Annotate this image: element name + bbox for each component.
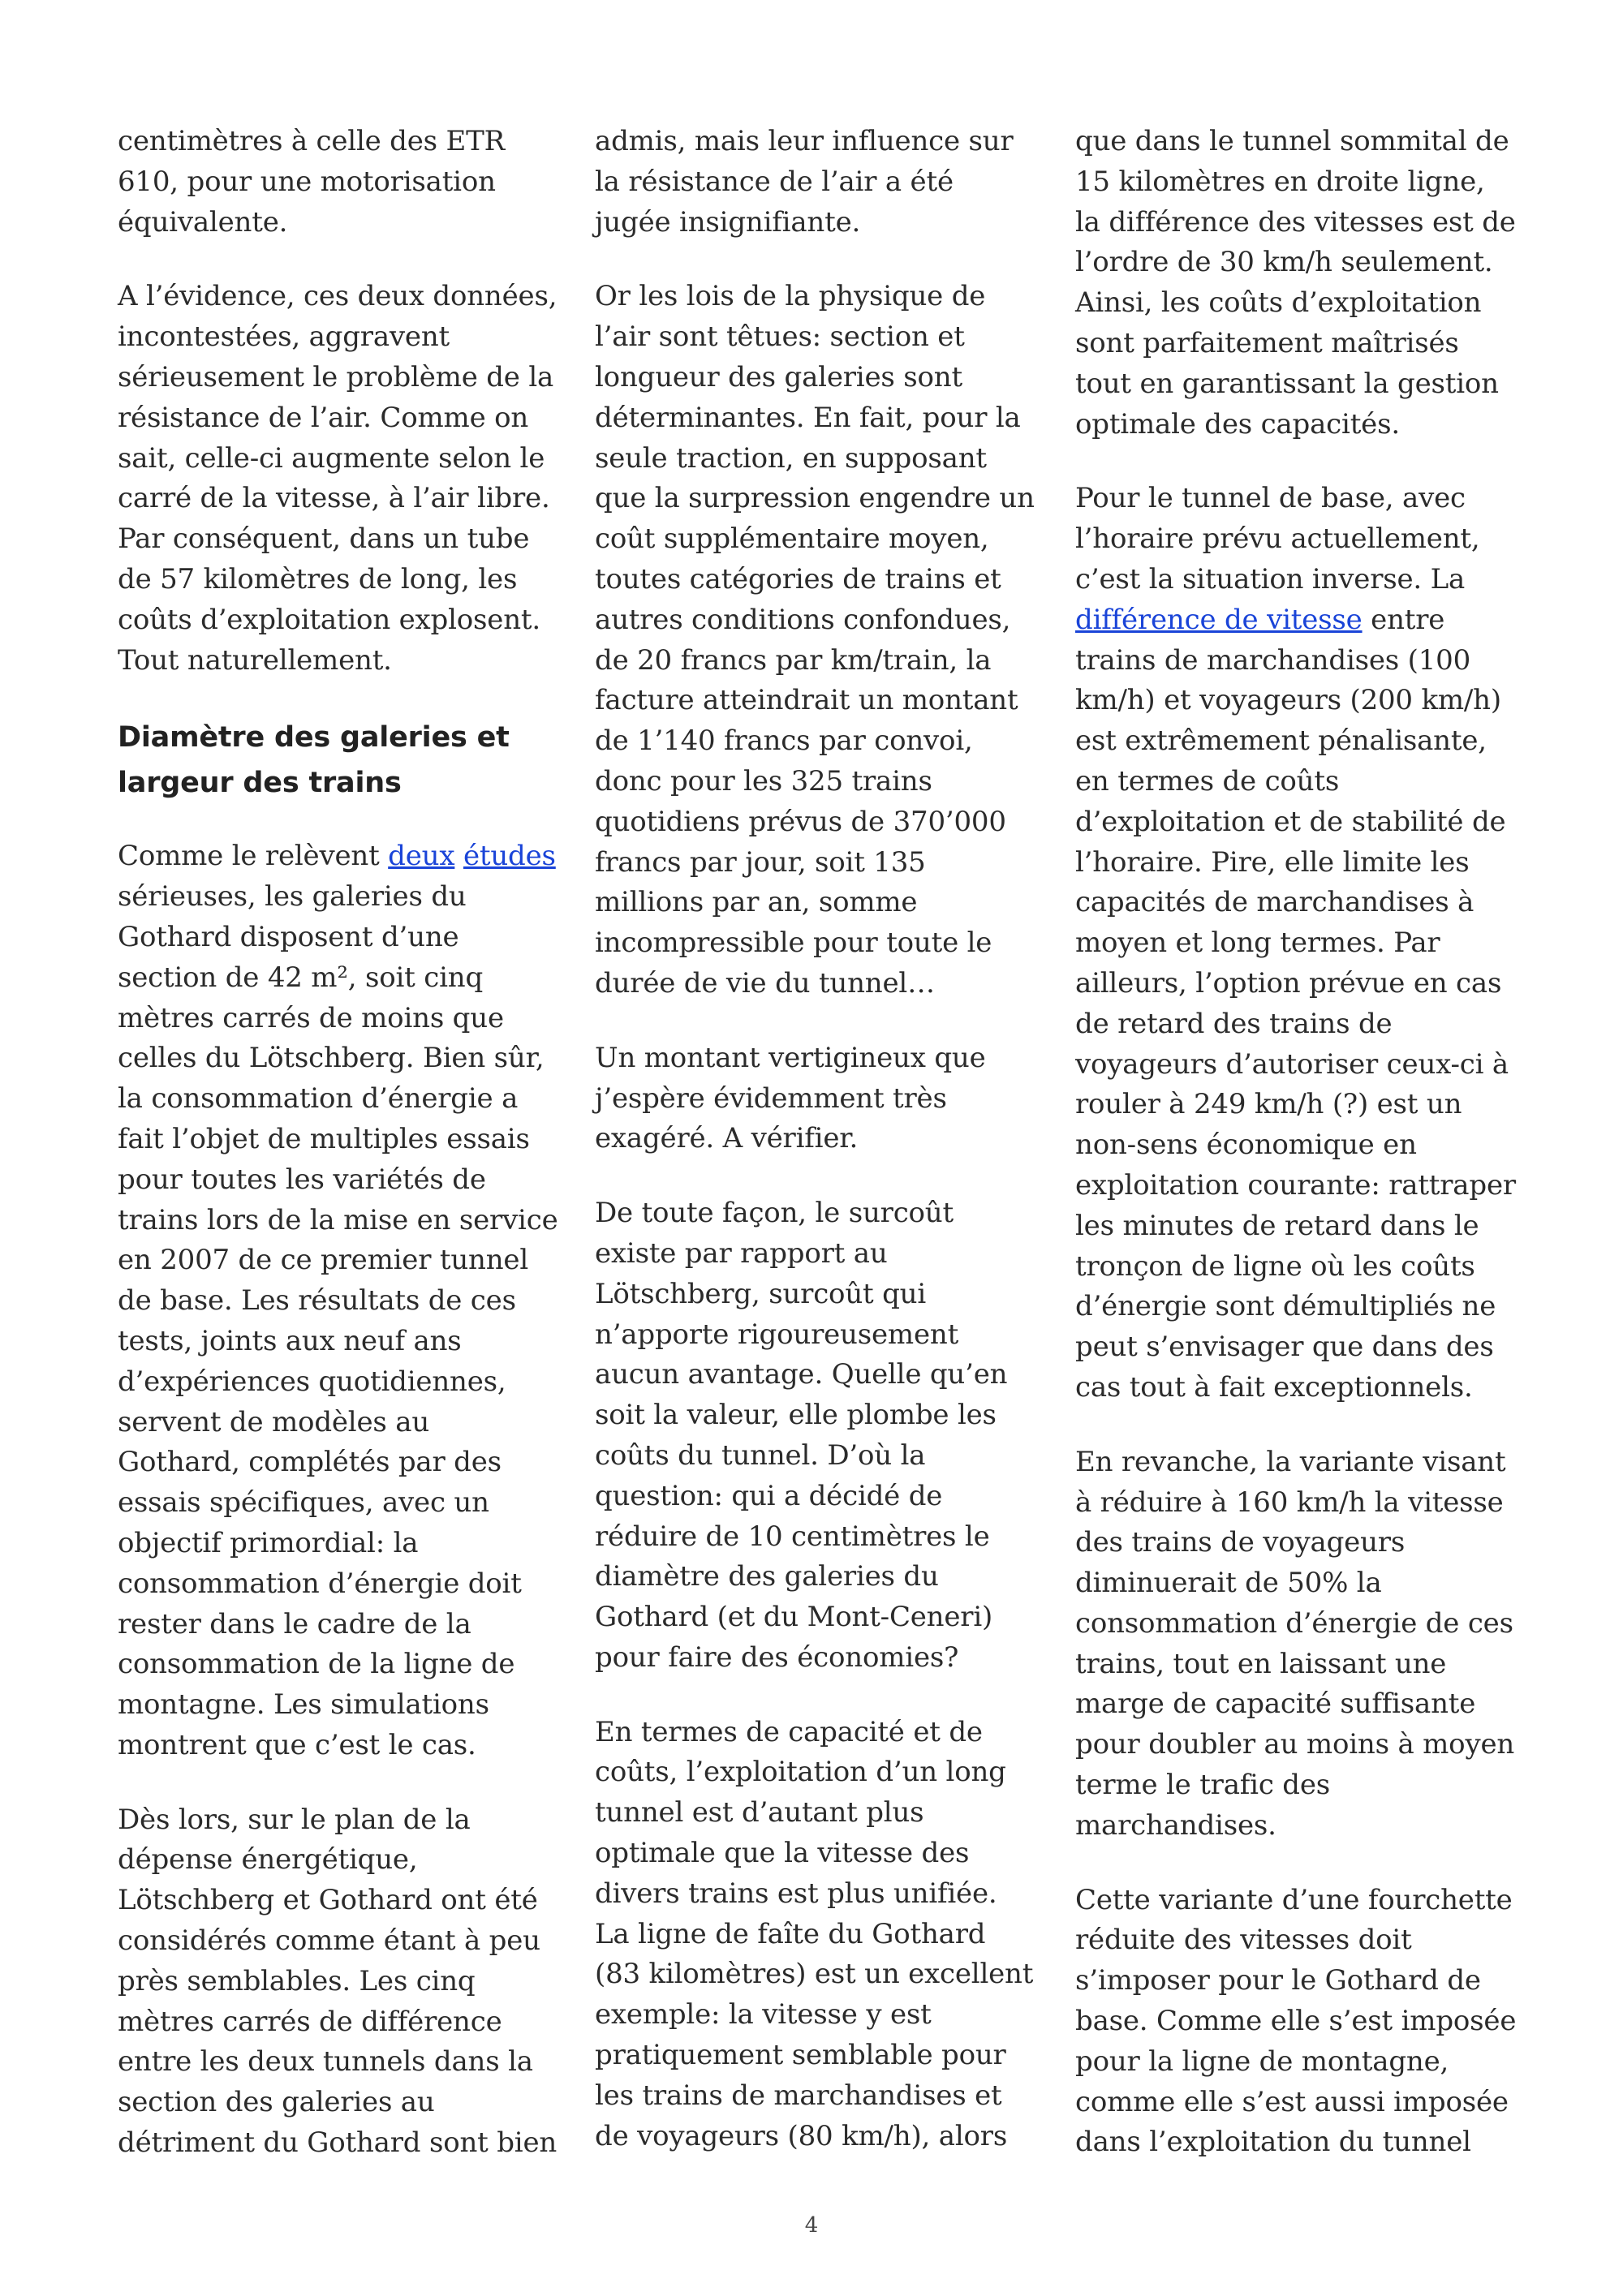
paragraph: A l’évidence, ces deux données, incontestées, aggravent sérieusement le problème de la résistance de l’air. Comme on sait, celle-ci augmente selon le carré de la vitesse, à l’air libre. Par conséquent, dans un tube de 57 kilomètres de long, les coûts d’exploitation explosent. Tout naturellement. xyxy=(118,280,558,677)
link-etudes[interactable]: études xyxy=(463,840,556,873)
paragraph: centimètres à celle des ETR 610, pour une motorisation équivalente. xyxy=(118,125,506,239)
paragraph: Un montant vertigineux que j’espère évidemment très exagéré. A vérifier. xyxy=(595,1041,986,1155)
paragraph-text: sérieuses, les galeries du Gothard disposent d’une section de 42 m², soit cinq mètres carrés de moins que celles du Lötschberg. Bien sûr, la consommation d’énergie a fait l’objet de multiples essais pour toutes les variétés de trains lors de la mise en service en 2007 de ce premier tunnel de base. Les résultats de ces tests, joints aux neuf ans d’expériences quotidiennes, servent de modèles au Gothard, complétés par des essais spécifiques, avec un objectif primordial: la consommation d’énergie doit rester dans le cadre de la consommation de la ligne de montagne. Les simulations montrent que c’est le cas. xyxy=(118,880,558,1761)
paragraph: De toute façon, le surcoût existe par rapport au Lötschberg, surcoût qui n’apporte rigoureusement aucun avantage. Quelle qu’en soit la valeur, elle plombe les coûts du tunnel. D’où la question: qui a décidé de réduire de 10 centimètres le diamètre des galeries du Gothard (et du Mont-Ceneri) pour faire des économies? xyxy=(595,1197,1008,1674)
paragraph xyxy=(118,836,560,1765)
column-1 xyxy=(118,122,560,2198)
paragraph: que dans le tunnel sommital de 15 kilomètres en droite ligne, la différence des vitesses est de l’ordre de 30 km/h seulement. Ainsi, les coûts d’exploitation sont parfaitement maîtrisés tout en garantissant la gestion optimale des capacités. xyxy=(1075,125,1516,441)
paragraph: Cette variante d’une fourchette réduite des vitesses doit s’imposer pour le Gothard de base. Comme elle s’est imposée pour la ligne de montagne, comme elle s’est aussi imposée dans l’exploitation du tunnel xyxy=(1075,1883,1517,2159)
column-2 xyxy=(595,122,1037,2191)
paragraph: En termes de capacité et de coûts, l’exploitation d’un long tunnel est d’autant plus optimale que la vitesse des divers trains est plus unifiée. La ligne de faîte du Gothard (83 kilomètres) est un excellent exemple: la vitesse y est pratiquement semblable pour les trains de marchandises et de voyageurs (80 km/h), alors xyxy=(595,1715,1034,2152)
link-deux[interactable]: deux xyxy=(388,840,455,873)
link-difference-de-vitesse[interactable]: différence de vitesse xyxy=(1075,603,1363,636)
paragraph: admis, mais leur influence sur la résistance de l’air a été jugée insignifiante. xyxy=(595,125,1014,239)
column-3 xyxy=(1075,122,1518,2197)
paragraph: Or les lois de la physique de l’air sont têtues: section et longueur des galeries sont déterminantes. En fait, pour la seule traction, en supposant que la surpression engendre un coût supplémentaire moyen, toutes catégories de trains et autres conditions confondues, de 20 francs par km/train, la facture atteindrait un montant de 1’140 francs par convoi, donc pour les 325 trains quotidiens prévus de 370’000 francs par jour, soit 135 millions par an, somme incompressible pour toute le durée de vie du tunnel… xyxy=(595,280,1035,1000)
paragraph-text: entre trains de marchandises (100 km/h) et voyageurs (200 km/h) est extrêmement pénalisante, en termes de coûts d’exploitation et de stabilité de l’horaire. Pire, elle limite les capacités de marchandises à moyen et long termes. Par ailleurs, l’option prévue en cas de retard des trains de voyageurs d’autoriser ceux-ci à rouler à 249 km/h (?) est un non-sens économique en exploitation courante: rattraper les minutes de retard dans le tronçon de ligne où les coûts d’énergie sont démultipliés ne peut s’envisager que dans des cas tout à fait exceptionnels. xyxy=(1075,603,1516,1404)
page-number: 4 xyxy=(804,2213,819,2238)
paragraph-text: Pour le tunnel de base, avec l’horaire prévu actuellement, c’est la situation inverse. La xyxy=(1075,482,1480,595)
paragraph: Dès lors, sur le plan de la dépense énergétique, Lötschberg et Gothard ont été considérés comme étant à peu près semblables. Les cinq mètres carrés de différence entre les deux tunnels dans la section des galeries au détriment du Gothard sont bien xyxy=(118,1803,558,2160)
paragraph xyxy=(1075,479,1518,1408)
paragraph: En revanche, la variante visant à réduire à 160 km/h la vitesse des trains de voyageurs diminuerait de 50% la consommation d’énergie de ces trains, tout en laissant une marge de capacité suffisante pour doubler au moins à moyen terme le trafic des marchandises. xyxy=(1075,1445,1515,1842)
section-heading: Diamètre des galeries et largeur des trains xyxy=(118,721,510,800)
paragraph-text: Comme le relèvent xyxy=(118,840,389,873)
